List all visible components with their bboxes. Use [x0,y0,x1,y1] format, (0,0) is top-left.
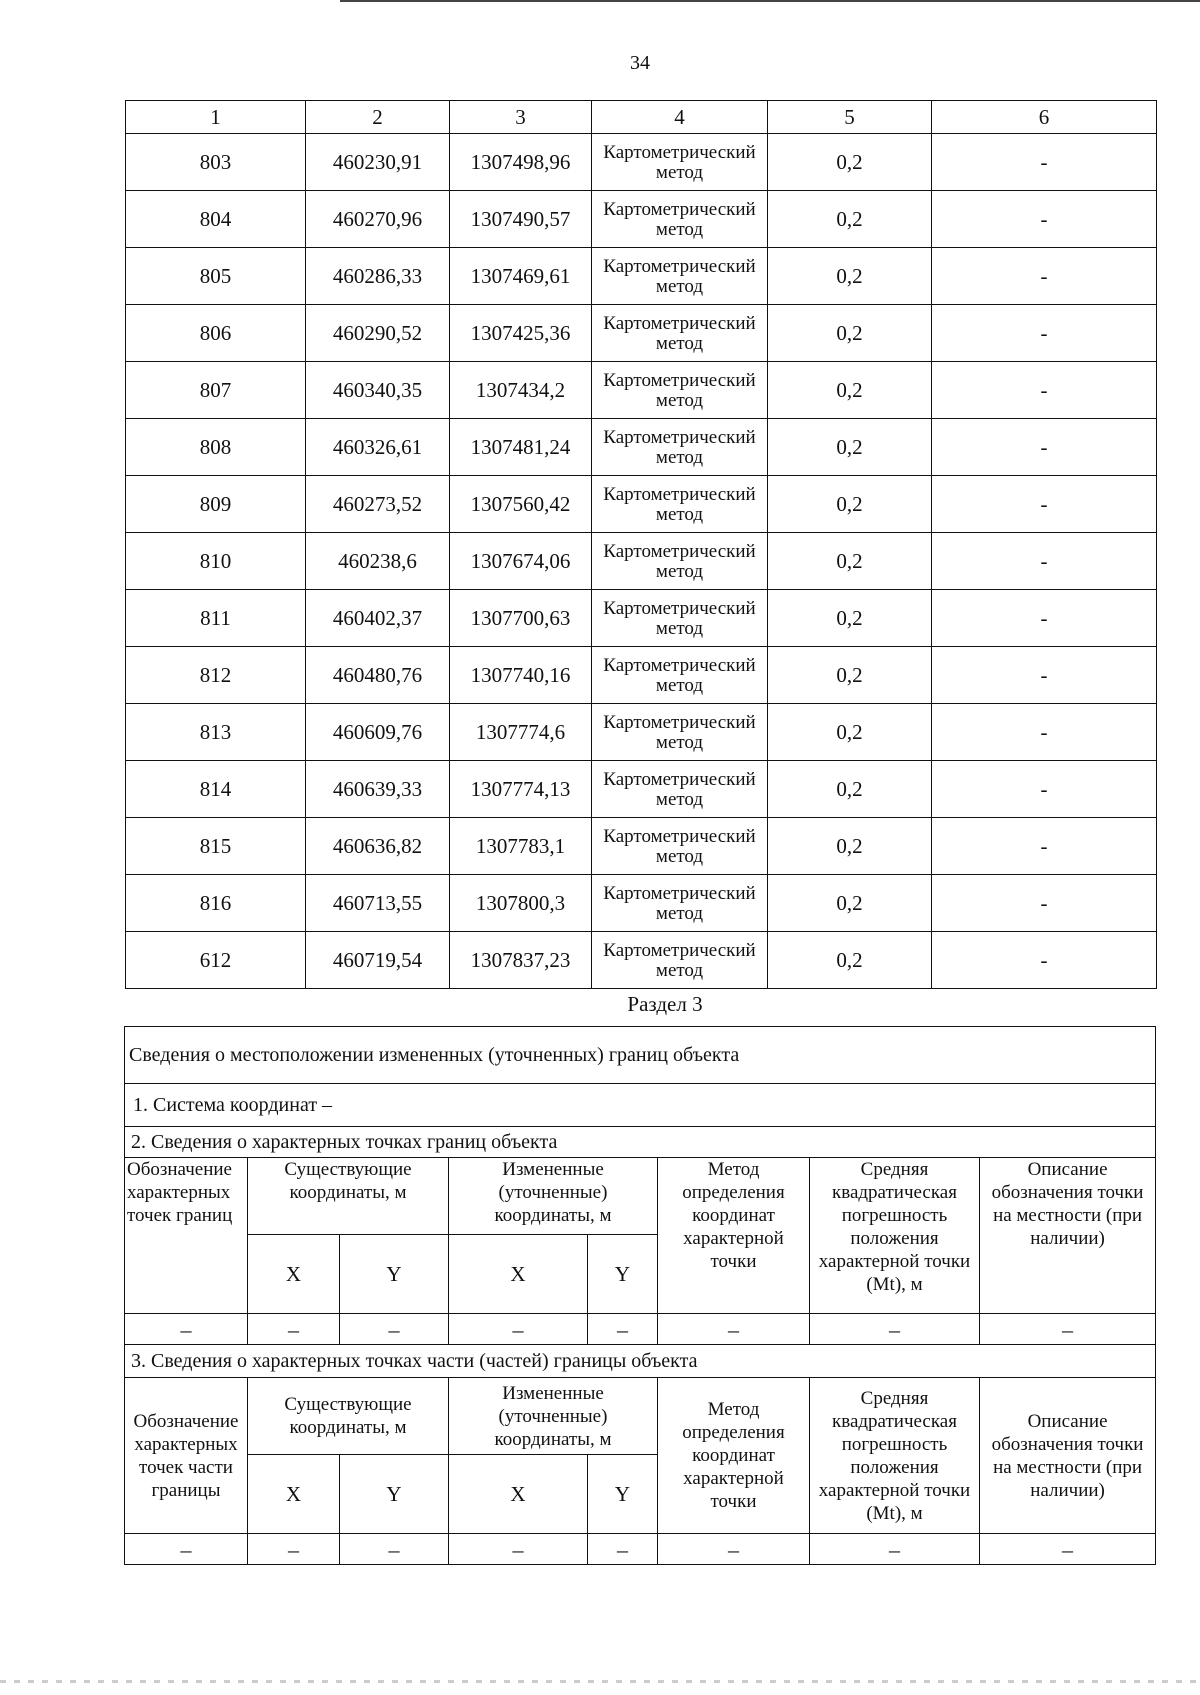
table-row [126,590,1157,647]
x-coordinate-cell: 460402,37 [306,590,450,647]
table-row [126,248,1157,305]
column-header: 2 [306,101,450,134]
point-number-cell: 814 [126,761,306,818]
dash-cell: – [248,1534,340,1565]
table-row [126,362,1157,419]
empty-data-row [125,1534,1156,1565]
description-cell: - [932,134,1157,191]
dash-cell: – [449,1314,588,1345]
dash-cell: – [810,1314,980,1345]
y-coordinate-cell: 1307783,1 [450,818,592,875]
x-coordinate-cell: 460480,76 [306,647,450,704]
dash-cell: – [588,1314,658,1345]
section3-table [124,1026,1156,1565]
point-number-cell: 805 [126,248,306,305]
y-coordinate-cell: 1307560,42 [450,476,592,533]
error-cell: 0,2 [768,761,932,818]
empty-data-row [125,1314,1156,1345]
point-number-cell: 806 [126,305,306,362]
dash-cell: – [658,1314,810,1345]
col-existing-coords: Существующие координаты, м [248,1158,449,1235]
error-cell: 0,2 [768,191,932,248]
table-header-row [126,101,1157,134]
subsection2-title: 2. Сведения о характерных точках границ объекта [125,1127,1156,1158]
method-cell: Картометрический метод [592,533,768,590]
scan-edge [340,0,1200,2]
x-header: X [449,1235,588,1314]
method-cell: Картометрический метод [592,761,768,818]
point-number-cell: 808 [126,419,306,476]
x-header: X [248,1455,340,1534]
x-coordinate-cell: 460273,52 [306,476,450,533]
point-number-cell: 612 [126,932,306,989]
page-number [0,52,1200,75]
dash-cell: – [658,1534,810,1565]
y-coordinate-cell: 1307434,2 [450,362,592,419]
col-description: Описание обозначения точки на местности (при наличии) [980,1378,1156,1534]
point-number-cell: 803 [126,134,306,191]
description-cell: - [932,590,1157,647]
y-coordinate-cell: 1307425,36 [450,305,592,362]
point-number-cell: 804 [126,191,306,248]
error-cell: 0,2 [768,704,932,761]
description-cell: - [932,476,1157,533]
table-row [126,419,1157,476]
x-coordinate-cell: 460719,54 [306,932,450,989]
error-cell: 0,2 [768,248,932,305]
col-existing-coords: Существующие координаты, м [248,1378,449,1455]
description-cell: - [932,932,1157,989]
col-error: Средняя квадратическая погрешность положения характерной точки (Mt), м [810,1378,980,1534]
point-number-cell: 812 [126,647,306,704]
method-cell: Картометрический метод [592,647,768,704]
method-cell: Картометрический метод [592,191,768,248]
dash-cell: – [125,1534,248,1565]
method-cell: Картометрический метод [592,932,768,989]
error-cell: 0,2 [768,476,932,533]
table-row [126,761,1157,818]
x-coordinate-cell: 460270,96 [306,191,450,248]
y-header: Y [340,1235,449,1314]
x-coordinate-cell: 460326,61 [306,419,450,476]
section3-heading: Сведения о местоположении измененных (уточненных) границ объекта [125,1027,1156,1084]
point-number-cell: 811 [126,590,306,647]
page-number-text: 34 [630,52,650,74]
error-cell: 0,2 [768,932,932,989]
y-coordinate-cell: 1307837,23 [450,932,592,989]
table-body [126,134,1157,989]
y-coordinate-cell: 1307498,96 [450,134,592,191]
description-cell: - [932,761,1157,818]
y-coordinate-cell: 1307700,63 [450,590,592,647]
dash-cell: – [588,1534,658,1565]
description-cell: - [932,362,1157,419]
point-number-cell: 807 [126,362,306,419]
x-coordinate-cell: 460290,52 [306,305,450,362]
error-cell: 0,2 [768,875,932,932]
x-coordinate-cell: 460230,91 [306,134,450,191]
y-coordinate-cell: 1307490,57 [450,191,592,248]
col-description: Описание обозначения точки на местности (при наличии) [980,1158,1156,1314]
column-header: 1 [126,101,306,134]
x-coordinate-cell: 460713,55 [306,875,450,932]
description-cell: - [932,191,1157,248]
y-header: Y [340,1455,449,1534]
method-cell: Картометрический метод [592,476,768,533]
dash-cell: – [125,1314,248,1345]
error-cell: 0,2 [768,362,932,419]
table-row [126,134,1157,191]
dash-cell: – [248,1314,340,1345]
table-row [126,932,1157,989]
column-header: 4 [592,101,768,134]
x-coordinate-cell: 460636,82 [306,818,450,875]
point-number-cell: 813 [126,704,306,761]
y-coordinate-cell: 1307481,24 [450,419,592,476]
y-coordinate-cell: 1307774,6 [450,704,592,761]
method-cell: Картометрический метод [592,305,768,362]
subsection3-title: 3. Сведения о характерных точках части (частей) границы объекта [125,1345,1156,1378]
error-cell: 0,2 [768,818,932,875]
method-cell: Картометрический метод [592,419,768,476]
error-cell: 0,2 [768,590,932,647]
method-cell: Картометрический метод [592,875,768,932]
dash-cell: – [980,1314,1156,1345]
method-cell: Картометрический метод [592,134,768,191]
table-row [126,191,1157,248]
table-row [126,875,1157,932]
column-header: 5 [768,101,932,134]
y-coordinate-cell: 1307674,06 [450,533,592,590]
coordinates-table [125,100,1157,989]
description-cell: - [932,419,1157,476]
y-coordinate-cell: 1307800,3 [450,875,592,932]
table-row [126,533,1157,590]
y-coordinate-cell: 1307774,13 [450,761,592,818]
x-header: X [248,1235,340,1314]
x-coordinate-cell: 460609,76 [306,704,450,761]
y-coordinate-cell: 1307469,61 [450,248,592,305]
scan-edge [0,1680,1200,1683]
col-changed-coords: Измененные (уточненные) координаты, м [449,1158,658,1235]
column-header: 6 [932,101,1157,134]
x-coordinate-cell: 460238,6 [306,533,450,590]
table-row [126,647,1157,704]
x-header: X [449,1455,588,1534]
point-number-cell: 810 [126,533,306,590]
col-method: Метод определения координат характерной точки [658,1378,810,1534]
y-coordinate-cell: 1307740,16 [450,647,592,704]
point-number-cell: 809 [126,476,306,533]
dash-cell: – [980,1534,1156,1565]
error-cell: 0,2 [768,419,932,476]
error-cell: 0,2 [768,134,932,191]
description-cell: - [932,305,1157,362]
point-number-cell: 815 [126,818,306,875]
x-coordinate-cell: 460286,33 [306,248,450,305]
method-cell: Картометрический метод [592,818,768,875]
method-cell: Картометрический метод [592,362,768,419]
error-cell: 0,2 [768,305,932,362]
dash-cell: – [810,1534,980,1565]
dash-cell: – [340,1314,449,1345]
table-row [126,476,1157,533]
col-method: Метод определения координат характерной точки [658,1158,810,1314]
description-cell: - [932,818,1157,875]
col-point-designation: Обозначение характерных точек границ [125,1158,248,1314]
column-header: 3 [450,101,592,134]
dash-cell: – [449,1534,588,1565]
table-row [126,305,1157,362]
col-error: Средняя квадратическая погрешность положения характерной точки (Mt), м [810,1158,980,1314]
error-cell: 0,2 [768,533,932,590]
description-cell: - [932,533,1157,590]
dash-cell: – [340,1534,449,1565]
method-cell: Картометрический метод [592,590,768,647]
description-cell: - [932,704,1157,761]
table-row [126,818,1157,875]
col-changed-coords: Измененные (уточненные) координаты, м [449,1378,658,1455]
y-header: Y [588,1455,658,1534]
method-cell: Картометрический метод [592,248,768,305]
error-cell: 0,2 [768,647,932,704]
coord-system: 1. Система координат – [125,1084,1156,1127]
table-row [126,704,1157,761]
col-part-point-designation: Обозначение характерных точек части границы [125,1378,248,1534]
description-cell: - [932,248,1157,305]
point-number-cell: 816 [126,875,306,932]
x-coordinate-cell: 460639,33 [306,761,450,818]
method-cell: Картометрический метод [592,704,768,761]
description-cell: - [932,647,1157,704]
y-header: Y [588,1235,658,1314]
section-title: Раздел 3 [627,992,703,1016]
x-coordinate-cell: 460340,35 [306,362,450,419]
description-cell: - [932,875,1157,932]
